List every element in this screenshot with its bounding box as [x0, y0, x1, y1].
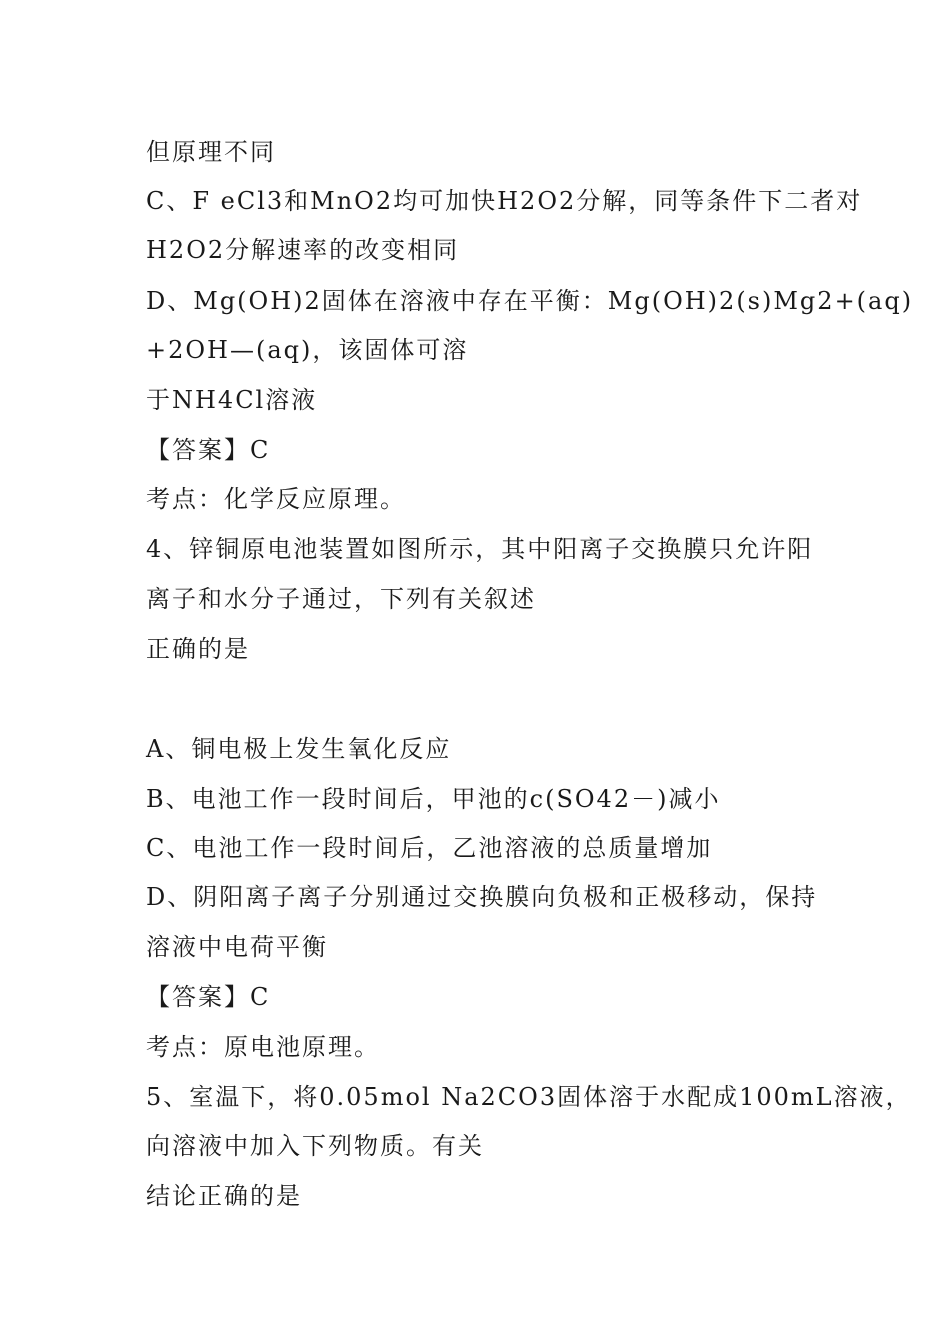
answer-line: 【答案】C	[146, 983, 271, 1011]
text-line: 正确的是	[146, 635, 250, 663]
text-line: C、F eCl3和MnO2均可加快H2O2分解，同等条件下二者对	[146, 187, 863, 215]
key-point-line: 考点：化学反应原理。	[146, 485, 406, 513]
text-line: 向溶液中加入下列物质。有关	[146, 1132, 484, 1160]
text-line: +2OH—(aq)，该固体可溶	[146, 336, 469, 364]
option-line: C、电池工作一段时间后，乙池溶液的总质量增加	[146, 834, 713, 862]
question-line: 5、室温下，将0.05mol Na2CO3固体溶于水配成100mL溶液，	[146, 1083, 912, 1111]
text-line: H2O2分解速率的改变相同	[146, 236, 460, 264]
answer-line: 【答案】C	[146, 436, 271, 464]
key-point-line: 考点：原电池原理。	[146, 1033, 380, 1061]
text-line: 但原理不同	[146, 138, 276, 166]
text-line: 于NH4Cl溶液	[146, 386, 318, 414]
option-line: D、阴阳离子离子分别通过交换膜向负极和正极移动，保持	[146, 883, 818, 911]
option-line: A、铜电极上发生氧化反应	[146, 735, 452, 763]
text-line: 结论正确的是	[146, 1182, 302, 1210]
option-line: B、电池工作一段时间后，甲池的c(SO42－)减小	[146, 785, 721, 813]
question-line: 4、锌铜原电池装置如图所示，其中阳离子交换膜只允许阳	[146, 535, 814, 563]
text-line: D、Mg(OH)2固体在溶液中存在平衡：Mg(OH)2(s)Mg2+(aq)	[146, 287, 914, 315]
text-line: 离子和水分子通过，下列有关叙述	[146, 585, 536, 613]
text-line: 溶液中电荷平衡	[146, 933, 328, 961]
